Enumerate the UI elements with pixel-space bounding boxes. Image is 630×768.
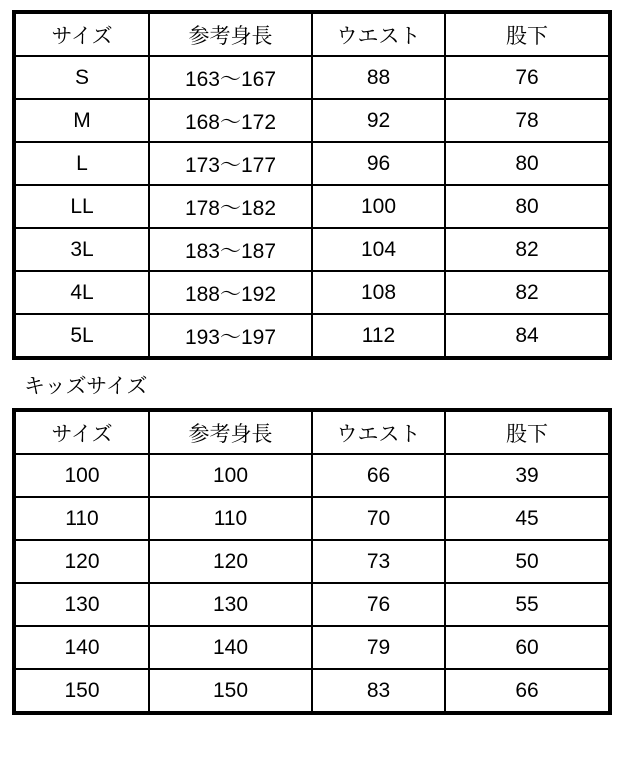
cell-height: 178〜182 <box>149 185 312 228</box>
cell-inseam: 39 <box>445 454 610 497</box>
cell-size: 130 <box>14 583 149 626</box>
table-row <box>14 669 610 713</box>
table-header-row <box>14 12 610 56</box>
cell-size: 4L <box>14 271 149 314</box>
cell-waist: 96 <box>312 142 445 185</box>
cell-inseam: 60 <box>445 626 610 669</box>
cell-inseam: 80 <box>445 185 610 228</box>
cell-height: 150 <box>149 669 312 713</box>
cell-size: 120 <box>14 540 149 583</box>
cell-size: 100 <box>14 454 149 497</box>
table-row <box>14 228 610 271</box>
kids-section-label: キッズサイズ <box>24 375 148 398</box>
cell-waist: 108 <box>312 271 445 314</box>
cell-inseam: 78 <box>445 99 610 142</box>
table-row <box>14 540 610 583</box>
kids-size-table <box>12 408 612 715</box>
adult-size-table <box>12 10 612 360</box>
table-header-row <box>14 410 610 454</box>
cell-height: 168〜172 <box>149 99 312 142</box>
cell-inseam: 76 <box>445 56 610 99</box>
cell-size: 3L <box>14 228 149 271</box>
header-cell-size: サイズ <box>14 410 149 454</box>
cell-height: 140 <box>149 626 312 669</box>
cell-inseam: 66 <box>445 669 610 713</box>
cell-waist: 73 <box>312 540 445 583</box>
cell-inseam: 45 <box>445 497 610 540</box>
cell-height: 163〜167 <box>149 56 312 99</box>
cell-waist: 66 <box>312 454 445 497</box>
cell-height: 173〜177 <box>149 142 312 185</box>
cell-height: 130 <box>149 583 312 626</box>
cell-inseam: 50 <box>445 540 610 583</box>
cell-height: 183〜187 <box>149 228 312 271</box>
cell-waist: 83 <box>312 669 445 713</box>
cell-height: 110 <box>149 497 312 540</box>
table-row <box>14 314 610 358</box>
header-cell-inseam: 股下 <box>445 12 610 56</box>
header-cell-waist: ウエスト <box>312 12 445 56</box>
cell-waist: 92 <box>312 99 445 142</box>
cell-size: S <box>14 56 149 99</box>
header-cell-size: サイズ <box>14 12 149 56</box>
header-cell-height: 参考身長 <box>149 12 312 56</box>
table-row <box>14 583 610 626</box>
cell-height: 188〜192 <box>149 271 312 314</box>
cell-waist: 88 <box>312 56 445 99</box>
table-row <box>14 454 610 497</box>
cell-height: 193〜197 <box>149 314 312 358</box>
table-row <box>14 497 610 540</box>
cell-waist: 104 <box>312 228 445 271</box>
header-cell-waist: ウエスト <box>312 410 445 454</box>
cell-height: 120 <box>149 540 312 583</box>
table-row <box>14 99 610 142</box>
cell-inseam: 82 <box>445 228 610 271</box>
cell-size: LL <box>14 185 149 228</box>
table-row <box>14 185 610 228</box>
cell-size: 150 <box>14 669 149 713</box>
cell-waist: 112 <box>312 314 445 358</box>
cell-size: 5L <box>14 314 149 358</box>
cell-inseam: 82 <box>445 271 610 314</box>
cell-waist: 70 <box>312 497 445 540</box>
table-row <box>14 56 610 99</box>
table-row <box>14 626 610 669</box>
cell-waist: 100 <box>312 185 445 228</box>
cell-inseam: 55 <box>445 583 610 626</box>
header-cell-height: 参考身長 <box>149 410 312 454</box>
cell-height: 100 <box>149 454 312 497</box>
table-row <box>14 142 610 185</box>
cell-waist: 76 <box>312 583 445 626</box>
cell-waist: 79 <box>312 626 445 669</box>
cell-inseam: 80 <box>445 142 610 185</box>
cell-inseam: 84 <box>445 314 610 358</box>
cell-size: L <box>14 142 149 185</box>
header-cell-inseam: 股下 <box>445 410 610 454</box>
cell-size: 140 <box>14 626 149 669</box>
cell-size: 110 <box>14 497 149 540</box>
cell-size: M <box>14 99 149 142</box>
table-row <box>14 271 610 314</box>
